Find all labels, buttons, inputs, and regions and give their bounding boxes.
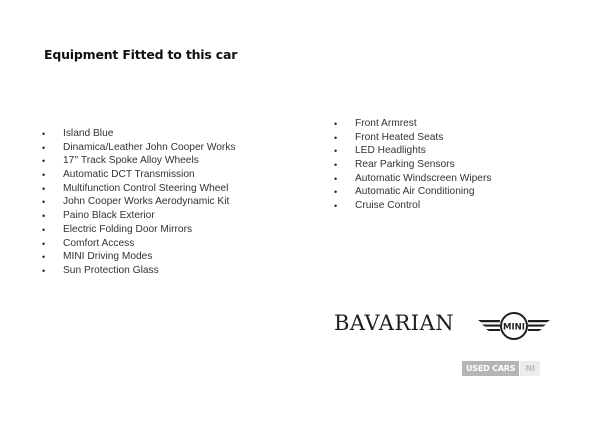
equipment-item bbox=[42, 223, 236, 237]
mini-logo-icon bbox=[476, 312, 552, 342]
equipment-label: Front Heated Seats bbox=[355, 131, 444, 143]
bullet-icon: • bbox=[42, 224, 46, 235]
equipment-label: LED Headlights bbox=[355, 145, 426, 157]
equipment-label: Automatic Windscreen Wipers bbox=[355, 172, 492, 184]
equipment-label: Paino Black Exterior bbox=[63, 210, 155, 222]
equipment-label: Automatic DCT Transmission bbox=[63, 169, 195, 181]
equipment-label: Automatic Air Conditioning bbox=[355, 186, 475, 198]
equipment-item bbox=[42, 168, 236, 182]
bullet-icon: • bbox=[334, 132, 338, 143]
equipment-label: 17'' Track Spoke Alloy Wheels bbox=[63, 155, 199, 167]
equipment-item bbox=[334, 172, 491, 186]
equipment-item bbox=[42, 141, 236, 155]
equipment-label: Front Armrest bbox=[355, 118, 417, 129]
equipment-item bbox=[42, 264, 236, 278]
equipment-list-left bbox=[42, 127, 236, 278]
bullet-icon: • bbox=[42, 252, 46, 263]
equipment-label: Rear Parking Sensors bbox=[355, 159, 455, 171]
equipment-item bbox=[42, 209, 236, 223]
equipment-item bbox=[334, 185, 491, 199]
equipment-label: Multifunction Control Steering Wheel bbox=[63, 182, 229, 194]
dealer-name: BAVARIAN bbox=[334, 311, 455, 335]
used-cars-badge bbox=[462, 361, 540, 376]
bullet-icon: • bbox=[42, 265, 46, 276]
bullet-icon: • bbox=[42, 211, 46, 222]
equipment-label: MINI Driving Modes bbox=[63, 251, 153, 263]
equipment-item bbox=[334, 158, 491, 172]
bullet-icon: • bbox=[42, 129, 46, 139]
equipment-item bbox=[334, 144, 491, 158]
equipment-item bbox=[42, 127, 236, 141]
bullet-icon: • bbox=[334, 187, 338, 198]
equipment-label: Cruise Control bbox=[355, 200, 421, 212]
equipment-label: Island Blue bbox=[63, 128, 114, 139]
bullet-icon: • bbox=[42, 183, 46, 194]
equipment-item bbox=[334, 131, 491, 145]
mini-logo-label: MINI bbox=[503, 322, 525, 333]
bullet-icon: • bbox=[334, 146, 338, 157]
region-label: NI bbox=[520, 361, 540, 376]
bullet-icon: • bbox=[42, 156, 46, 167]
equipment-label: Comfort Access bbox=[63, 237, 135, 249]
equipment-label: Dinamica/Leather John Cooper Works bbox=[63, 141, 236, 153]
bullet-icon: • bbox=[42, 170, 46, 181]
bullet-icon: • bbox=[334, 160, 338, 171]
bullet-icon: • bbox=[42, 142, 46, 153]
equipment-label: Sun Protection Glass bbox=[63, 264, 159, 276]
equipment-item bbox=[334, 117, 491, 131]
bullet-icon: • bbox=[42, 197, 46, 208]
bullet-icon: • bbox=[42, 238, 46, 249]
equipment-item bbox=[334, 199, 491, 213]
bullet-icon: • bbox=[334, 119, 338, 129]
page-title: Equipment Fitted to this car bbox=[44, 47, 238, 62]
bullet-icon: • bbox=[334, 173, 338, 184]
equipment-label: John Cooper Works Aerodynamic Kit bbox=[63, 196, 230, 208]
equipment-item bbox=[42, 154, 236, 168]
equipment-item bbox=[42, 195, 236, 209]
equipment-label: Electric Folding Door Mirrors bbox=[63, 223, 193, 235]
equipment-item bbox=[42, 250, 236, 264]
equipment-item bbox=[42, 182, 236, 196]
equipment-item bbox=[42, 237, 236, 251]
bullet-icon: • bbox=[334, 201, 338, 212]
used-cars-label: USED CARS bbox=[462, 361, 519, 376]
equipment-list-right bbox=[334, 117, 491, 213]
